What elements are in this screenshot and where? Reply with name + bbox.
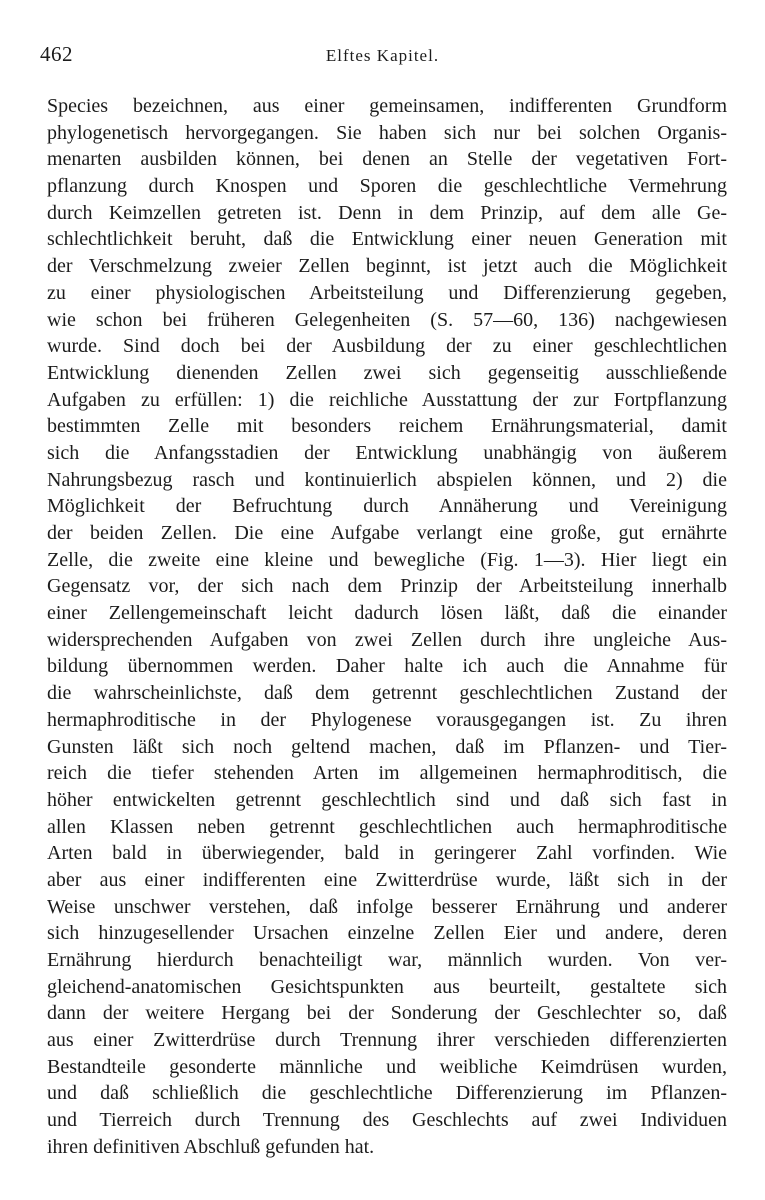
text-line: Bestandteile gesonderte männliche und weibliche Keimdrüsen wurden, [47,1055,727,1078]
page-header [40,42,725,72]
text-line: wurde. Sind doch bei der Ausbildung der zu einer geschlechtlichen [47,335,727,358]
text-line: Möglichkeit der Befruchtung durch Annäherung und Vereinigung [47,495,727,518]
text-line: der Verschmelzung zweier Zellen beginnt, ist jetzt auch die Möglichkeit [47,255,727,278]
text-line: zu einer physiologischen Arbeitsteilung und Differenzierung gegeben, [47,281,727,304]
text-line: hermaphroditische in der Phylogenese vorausgegangen ist. Zu ihren [47,708,727,731]
text-line: phylogenetisch hervorgegangen. Sie haben sich nur bei solchen Organis- [47,121,727,144]
text-line: gleichend-anatomischen Gesichtspunkten aus beurteilt, gestaltete sich [47,975,727,998]
text-line: ihren definitiven Abschluß gefunden hat. [47,1135,375,1158]
text-line: und daß schließlich die geschlechtliche Differenzierung im Pflanzen- [47,1082,727,1105]
text-line: durch Keimzellen getreten ist. Denn in dem Prinzip, auf dem alle Ge- [47,201,727,224]
text-line: sich hinzugesellender Ursachen einzelne Zellen Eier und andere, deren [47,922,727,945]
text-line: bildung übernommen werden. Daher halte ich auch die Annahme für [47,655,727,678]
text-line: wie schon bei früheren Gelegenheiten (S. 57—60, 136) nachgewiesen [47,308,727,331]
page-number: 462 [40,42,73,66]
text-line: sich die Anfangsstadien der Entwicklung unabhängig von äußerem [47,441,727,464]
text-line: widersprechenden Aufgaben von zwei Zellen durch ihre ungleiche Aus- [47,628,727,651]
text-line: schlechtlichkeit beruht, daß die Entwicklung einer neuen Generation mit [47,228,727,251]
text-line: der beiden Zellen. Die eine Aufgabe verlangt eine große, gut ernährte [47,522,727,544]
text-line: reich die tiefer stehenden Arten im allgemeinen hermaphroditisch, die [47,762,727,785]
text-line: bestimmten Zelle mit besonders reichem Ernährungsmaterial, damit [47,415,727,438]
text-line: aus einer Zwitterdrüse durch Trennung ihrer verschieden differenzierten [47,1029,727,1052]
text-line: pflanzung durch Knospen und Sporen die geschlechtliche Vermehrung [47,175,727,198]
text-line: höher entwickelten getrennt geschlechtlich sind und daß sich fast in [47,788,727,811]
text-line: Gunsten läßt sich noch geltend machen, daß im Pflanzen- und Tier- [47,735,727,758]
text-line: Nahrungsbezug rasch und kontinuierlich abspielen können, und 2) die [47,468,727,491]
text-line: Weise unschwer verstehen, daß infolge besserer Ernährung und anderer [47,895,727,918]
text-line: Zelle, die zweite eine kleine und bewegliche (Fig. 1—3). Hier liegt ein [47,548,727,571]
text-line: aber aus einer indifferenten eine Zwitterdrüse wurde, läßt sich in der [47,868,727,891]
text-line: menarten ausbilden können, bei denen an Stelle der vegetativen Fort- [47,148,727,171]
body-text [47,93,727,1161]
text-line: dann der weitere Hergang bei der Sonderung der Geschlechter so, daß [47,1002,727,1025]
text-line: und Tierreich durch Trennung des Geschlechts auf zwei Individuen [47,1109,727,1132]
text-line: Aufgaben zu erfüllen: 1) die reichliche Ausstattung der zur Fortpflanzung [47,388,727,411]
text-line: die wahrscheinlichste, daß dem getrennt geschlechtlichen Zustand der [47,682,727,705]
running-head: Elftes Kapitel. [325,46,440,65]
text-line: Species bezeichnen, aus einer gemeinsamen, indifferenten Grundform [47,95,727,117]
text-line: Ernährung hierdurch benachteiligt war, männlich wurden. Von ver- [47,949,727,971]
text-line: einer Zellengemeinschaft leicht dadurch lösen läßt, daß die einander [47,602,727,625]
text-line: Gegensatz vor, der sich nach dem Prinzip der Arbeitsteilung innerhalb [47,575,727,598]
text-line: Entwicklung dienenden Zellen zwei sich gegenseitig ausschließende [47,361,727,384]
text-line: Arten bald in überwiegender, bald in geringerer Zahl vorfinden. Wie [47,842,727,865]
text-line: allen Klassen neben getrennt geschlechtlichen auch hermaphroditische [47,815,727,838]
